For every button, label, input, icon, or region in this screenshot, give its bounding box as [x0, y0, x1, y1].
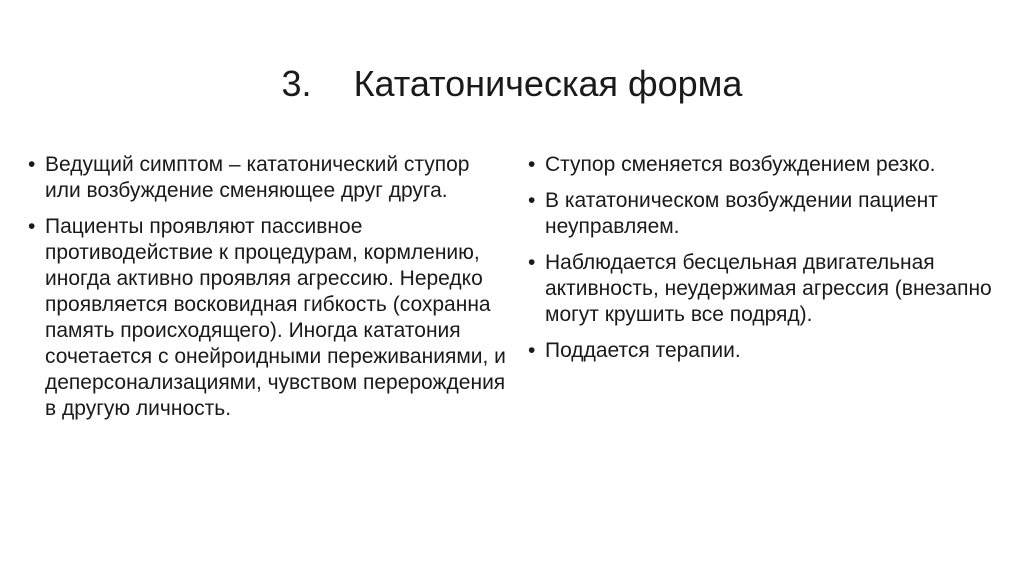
bullet-text: В кататоническом возбуждении пациент неуправляем. [545, 189, 938, 238]
bullet-dot-icon: • [28, 215, 36, 238]
bullet-item-left-2 [26, 214, 506, 422]
bullet-text: Ступор сменяется возбуждением резко. [545, 153, 936, 176]
slide-title [0, 60, 1024, 108]
bullet-item-right-2 [526, 188, 1006, 240]
bullet-text: Наблюдается бесцельная двигательная активность, неудержимая агрессия (внезапно могут крушить все подряд). [545, 251, 992, 326]
bullet-text: Пациенты проявляют пассивное противодействие к процедурам, кормлению, иногда активно проявляя агрессию. Нередко проявляется восковидная гибкость (сохранна память происходящего). Иногда кататония сочетается с онейроидными переживаниями, и деперсонализациями, чувством перерождения в другую личность. [45, 215, 506, 420]
bullet-dot-icon: • [28, 153, 36, 176]
left-bullet-list [26, 152, 506, 432]
bullet-item-right-1 [526, 152, 1006, 178]
bullet-item-right-4 [526, 338, 1006, 364]
title-number: 3. [281, 63, 312, 104]
right-bullet-list [526, 152, 1006, 374]
bullet-item-right-3 [526, 250, 1006, 328]
bullet-dot-icon: • [528, 339, 536, 362]
bullet-text: Поддается терапии. [545, 339, 741, 362]
bullet-dot-icon: • [528, 251, 536, 274]
bullet-dot-icon: • [528, 189, 536, 212]
bullet-text: Ведущий симптом – кататонический ступор или возбуждение сменяющее друг друга. [45, 153, 470, 202]
bullet-dot-icon: • [528, 153, 536, 176]
bullet-item-left-1 [26, 152, 506, 204]
title-text: Кататоническая форма [353, 63, 743, 104]
